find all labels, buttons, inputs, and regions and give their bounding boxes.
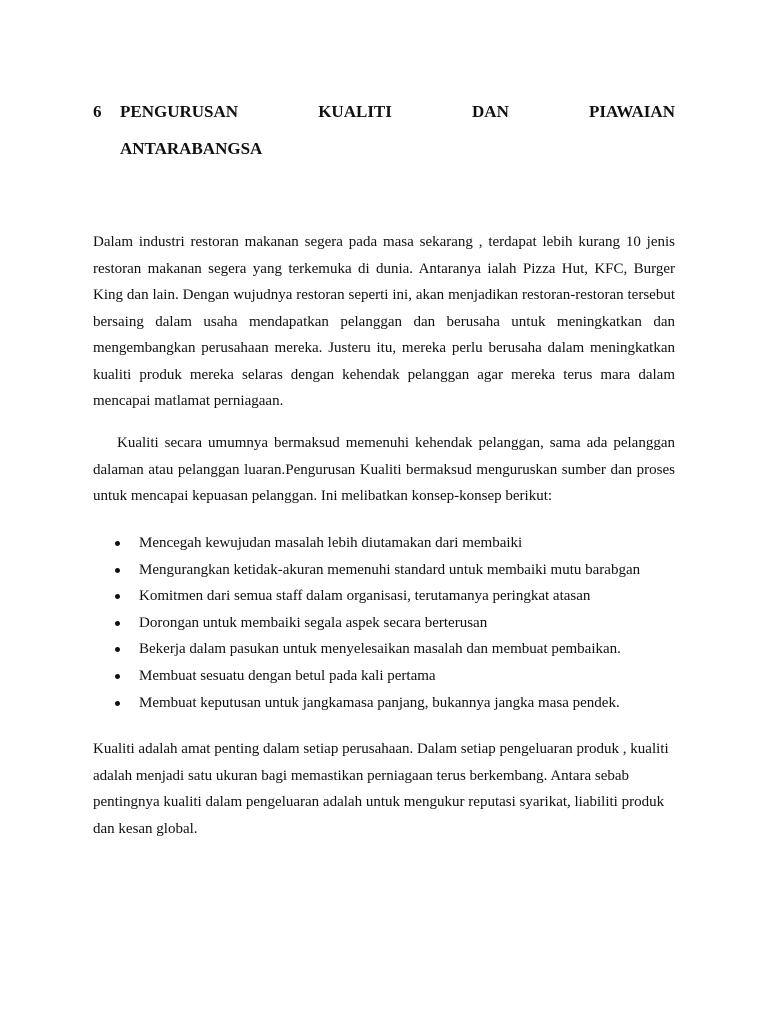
heading-word-4: PIAWAIAN bbox=[589, 102, 675, 121]
list-item-text: Membuat sesuatu dengan betul pada kali pertama bbox=[139, 667, 436, 684]
list-item bbox=[93, 636, 675, 663]
heading-word-1: PENGURUSAN bbox=[120, 102, 239, 121]
list-item-text: Membuat keputusan untuk jangkamasa panjang, bukannya jangka masa pendek. bbox=[139, 694, 620, 711]
heading-first-group bbox=[93, 93, 238, 130]
section-number: 6 bbox=[93, 102, 102, 121]
list-item-text: Komitmen dari semua staff dalam organisasi, terutamanya peringkat atasan bbox=[139, 588, 591, 605]
heading-line-2: ANTARABANGSA bbox=[120, 139, 263, 158]
list-item bbox=[93, 583, 675, 610]
heading-line-1 bbox=[93, 93, 675, 130]
list-item-text: Bekerja dalam pasukan untuk menyelesaikan masalah dan membuat pembaikan. bbox=[139, 641, 621, 658]
list-item-text: Mengurangkan ketidak-akuran memenuhi standard untuk membaiki mutu barabgan bbox=[139, 561, 641, 578]
heading-word-2: KUALITI bbox=[318, 102, 392, 121]
list-item bbox=[93, 530, 675, 557]
heading-word-3: DAN bbox=[472, 102, 509, 121]
list-item-text: Dorongan untuk membaiki segala aspek secara berterusan bbox=[139, 614, 488, 631]
paragraph-importance: Kualiti adalah amat penting dalam setiap perusahaan. Dalam setiap pengeluaran produk , kualiti adalah menjadi satu ukuran bagi memastikan perniagaan terus berkembang. Antara sebab pentingnya kualiti dalam pengeluaran adalah untuk mengukur reputasi syarikat, liabiliti produk dan kesan global. bbox=[93, 741, 669, 837]
list-item bbox=[93, 690, 675, 717]
bullet-icon bbox=[115, 621, 120, 626]
list-item-text: Mencegah kewujudan masalah lebih diutamakan dari membaiki bbox=[139, 535, 523, 551]
bullet-icon bbox=[115, 674, 120, 679]
bullet-icon bbox=[115, 647, 120, 652]
bullet-icon bbox=[115, 541, 120, 546]
list-item bbox=[93, 663, 675, 690]
list-item bbox=[93, 557, 675, 584]
bullet-icon bbox=[115, 568, 120, 573]
list-item bbox=[93, 610, 675, 637]
paragraph-quality-definition: Kualiti secara umumnya bermaksud memenuhi kehendak pelanggan, sama ada pelanggan dalaman atau pelanggan luaran.Pengurusan Kualiti bermaksud menguruskan sumber dan proses untuk mencapai kepuasan pelanggan. Ini melibatkan konsep-konsep berikut: bbox=[93, 435, 675, 504]
paragraph-intro: Dalam industri restoran makanan segera pada masa sekarang , terdapat lebih kurang 10 jenis restoran makanan segera yang terkemuka di dunia. Antaranya ialah Pizza Hut, KFC, Burger King dan lain. Dengan wujudnya restoran seperti ini, akan menjadikan restoran-restoran tersebut bersaing dalam usaha mendapatkan pelanggan dan berusaha untuk meningkatkan dan mengembangkan perusahaan mereka. Justeru itu, mereka perlu berusaha dalam meningkatkan kualiti produk mereka selaras dengan kehendak pelanggan agar mereka terus mara dalam mencapai matlamat perniagaan. bbox=[93, 234, 675, 409]
bullet-icon bbox=[115, 594, 120, 599]
bullet-icon bbox=[115, 701, 120, 706]
concept-list bbox=[93, 530, 675, 716]
section-heading bbox=[93, 93, 675, 167]
